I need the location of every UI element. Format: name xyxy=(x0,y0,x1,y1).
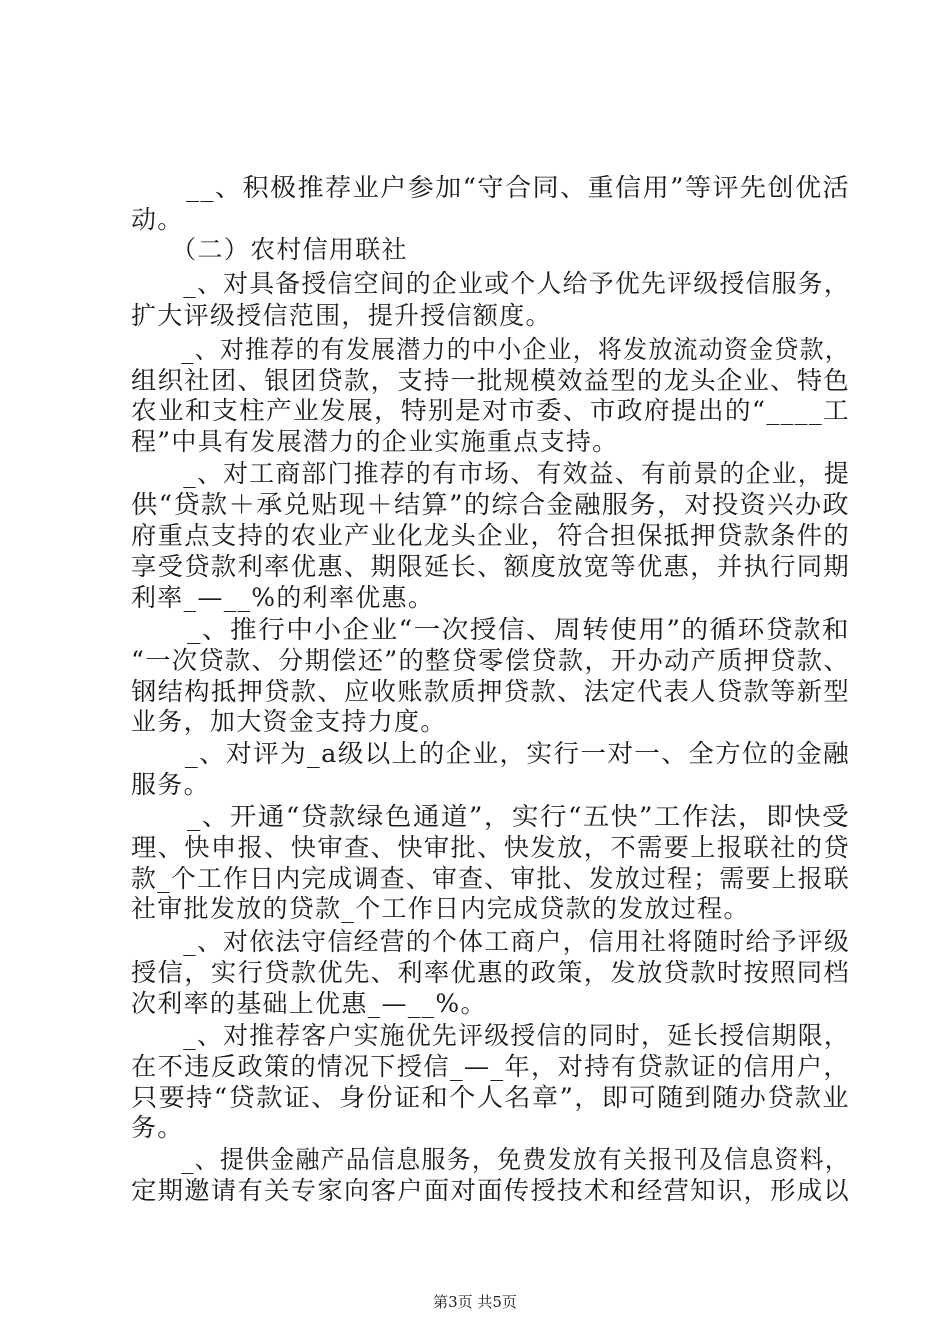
body-line: 动。 xyxy=(131,205,184,234)
body-line: 授信，实行贷款优先、利率优惠的政策，发放贷款时按照同档 xyxy=(131,958,850,987)
body-line: 只要持“贷款证、身份证和个人名章”，即可随到随办贷款业 xyxy=(131,1083,850,1112)
body-line: 利率_—__%的利率优惠。 xyxy=(131,583,435,612)
body-line: _、推行中小企业“一次授信、周转使用”的循环贷款和 xyxy=(131,615,850,644)
body-line: 农业和支柱产业发展，特别是对市委、市政府提出的“____工 xyxy=(131,396,850,425)
body-line: 扩大评级授信范围，提升授信额度。 xyxy=(131,301,552,330)
body-line: _、对具备授信空间的企业或个人给予优先评级授信服务， xyxy=(131,269,850,298)
body-line: 定期邀请有关专家向客户面对面传授技术和经营知识，形成以 xyxy=(131,1176,850,1205)
body-line: __、积极推荐业户参加“守合同、重信用”等评先创优活 xyxy=(131,173,850,202)
body-line: 服务。 xyxy=(131,770,210,799)
body-line: 钢结构抵押贷款、应收账款质押贷款、法定代表人贷款等新型 xyxy=(131,677,850,706)
body-line: 款_个工作日内完成调查、审查、审批、发放过程；需要上报联 xyxy=(131,864,850,893)
body-line: _、对推荐的有发展潜力的中小企业，将发放流动资金贷款， xyxy=(131,335,850,364)
body-line: _、开通“贷款绿色通道”，实行“五快”工作法，即快受 xyxy=(131,802,850,831)
body-line: _、对依法守信经营的个体工商户，信用社将随时给予评级 xyxy=(131,927,850,956)
page-footer: 第3页 共5页 xyxy=(433,1293,517,1311)
body-line: _、对推荐客户实施优先评级授信的同时，延长授信期限， xyxy=(131,1021,850,1050)
body-line: 业务，加大资金支持力度。 xyxy=(131,707,447,736)
body-line: 在不违反政策的情况下授信_—_年，对持有贷款证的信用户， xyxy=(131,1052,850,1081)
body-line: 理、快申报、快审查、快审批、快发放，不需要上报联社的贷 xyxy=(131,833,850,862)
body-line: 务。 xyxy=(131,1113,184,1142)
body-line: 组织社团、银团贷款，支持一批规模效益型的龙头企业、特色 xyxy=(131,366,850,395)
body-line: “一次贷款、分期偿还”的整贷零偿贷款，开办动产质押贷款、 xyxy=(131,646,850,675)
body-line: 享受贷款利率优惠、期限延长、额度放宽等优惠，并执行同期 xyxy=(131,552,850,581)
body-line: （二）农村信用联社 xyxy=(131,235,408,264)
body-line: 程”中具有发展潜力的企业实施重点支持。 xyxy=(131,427,619,456)
body-line: _、对工商部门推荐的有市场、有效益、有前景的企业，提 xyxy=(131,459,850,488)
body-line: _、提供金融产品信息服务，免费发放有关报刊及信息资料， xyxy=(131,1145,850,1174)
body-line: _、对评为_a级以上的企业，实行一对一、全方位的金融 xyxy=(131,739,850,768)
body-line: 府重点支持的农业产业化龙头企业，符合担保抵押贷款条件的 xyxy=(131,521,850,550)
body-line: 社审批发放的贷款_个工作日内完成贷款的发放过程。 xyxy=(131,894,750,923)
body-line: 供“贷款＋承兑贴现＋结算”的综合金融服务，对投资兴办政 xyxy=(131,490,850,519)
body-line: 次利率的基础上优惠_—__%。 xyxy=(131,989,487,1018)
